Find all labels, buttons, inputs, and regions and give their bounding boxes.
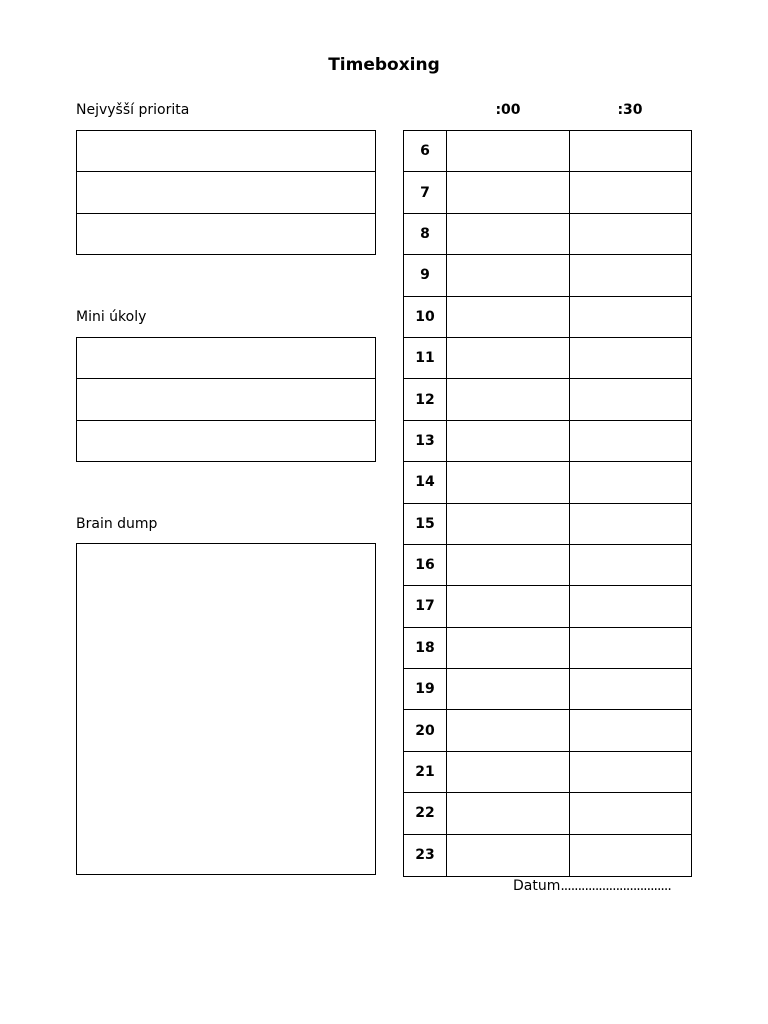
schedule-row	[404, 421, 691, 462]
hour-label: 10	[404, 297, 447, 337]
slot-30[interactable]	[570, 752, 691, 792]
schedule-row	[404, 379, 691, 420]
column-header-00: :00	[495, 102, 521, 118]
slot-30[interactable]	[570, 710, 691, 750]
slot-00[interactable]	[447, 131, 570, 171]
slot-00[interactable]	[447, 628, 570, 668]
schedule-row	[404, 214, 691, 255]
slot-00[interactable]	[447, 545, 570, 585]
mini-task-line-3[interactable]	[77, 421, 375, 462]
slot-30[interactable]	[570, 214, 691, 254]
mini-tasks-label: Mini úkoly	[76, 309, 147, 325]
slot-00[interactable]	[447, 586, 570, 626]
schedule-row	[404, 586, 691, 627]
hour-label: 12	[404, 379, 447, 419]
slot-00[interactable]	[447, 172, 570, 212]
schedule-row	[404, 255, 691, 296]
slot-00[interactable]	[447, 793, 570, 833]
hour-label: 11	[404, 338, 447, 378]
slot-00[interactable]	[447, 421, 570, 461]
hour-label: 8	[404, 214, 447, 254]
slot-00[interactable]	[447, 462, 570, 502]
hour-label: 17	[404, 586, 447, 626]
mini-task-line-1[interactable]	[77, 338, 375, 379]
schedule-row	[404, 835, 691, 876]
schedule-row	[404, 545, 691, 586]
slot-00[interactable]	[447, 669, 570, 709]
slot-00[interactable]	[447, 379, 570, 419]
schedule-row	[404, 504, 691, 545]
slot-30[interactable]	[570, 172, 691, 212]
priority-line-1[interactable]	[77, 131, 375, 172]
slot-00[interactable]	[447, 835, 570, 876]
schedule-row	[404, 462, 691, 503]
date-dots: ................................	[560, 878, 671, 894]
slot-30[interactable]	[570, 462, 691, 502]
slot-30[interactable]	[570, 255, 691, 295]
slot-30[interactable]	[570, 504, 691, 544]
slot-00[interactable]	[447, 255, 570, 295]
date-field[interactable]	[513, 877, 671, 895]
slot-30[interactable]	[570, 545, 691, 585]
brain-dump-label: Brain dump	[76, 516, 158, 532]
slot-00[interactable]	[447, 710, 570, 750]
hour-label: 7	[404, 172, 447, 212]
slot-30[interactable]	[570, 338, 691, 378]
hour-label: 22	[404, 793, 447, 833]
slot-00[interactable]	[447, 752, 570, 792]
schedule-row	[404, 297, 691, 338]
slot-30[interactable]	[570, 297, 691, 337]
hour-label: 13	[404, 421, 447, 461]
slot-30[interactable]	[570, 628, 691, 668]
slot-30[interactable]	[570, 793, 691, 833]
schedule-grid	[403, 130, 692, 877]
slot-00[interactable]	[447, 297, 570, 337]
hour-label: 18	[404, 628, 447, 668]
slot-30[interactable]	[570, 379, 691, 419]
hour-label: 14	[404, 462, 447, 502]
mini-tasks-box	[76, 337, 376, 462]
slot-00[interactable]	[447, 338, 570, 378]
hour-label: 19	[404, 669, 447, 709]
hour-label: 23	[404, 835, 447, 876]
priority-label: Nejvyšší priorita	[76, 102, 190, 118]
slot-00[interactable]	[447, 504, 570, 544]
slot-30[interactable]	[570, 421, 691, 461]
hour-label: 9	[404, 255, 447, 295]
hour-label: 15	[404, 504, 447, 544]
slot-30[interactable]	[570, 669, 691, 709]
priority-box	[76, 130, 376, 255]
hour-label: 6	[404, 131, 447, 171]
brain-dump-box[interactable]	[76, 543, 376, 875]
schedule-row	[404, 172, 691, 213]
column-header-30: :30	[617, 102, 643, 118]
slot-30[interactable]	[570, 835, 691, 876]
schedule-row	[404, 628, 691, 669]
schedule-row	[404, 669, 691, 710]
schedule-row	[404, 131, 691, 172]
schedule-row	[404, 338, 691, 379]
schedule-row	[404, 710, 691, 751]
hour-label: 16	[404, 545, 447, 585]
hour-label: 21	[404, 752, 447, 792]
mini-task-line-2[interactable]	[77, 379, 375, 420]
schedule-row	[404, 793, 691, 834]
slot-30[interactable]	[570, 131, 691, 171]
page-title: Timeboxing	[328, 55, 440, 75]
schedule-row	[404, 752, 691, 793]
slot-00[interactable]	[447, 214, 570, 254]
date-label: Datum	[513, 878, 561, 894]
slot-30[interactable]	[570, 586, 691, 626]
priority-line-3[interactable]	[77, 214, 375, 255]
hour-label: 20	[404, 710, 447, 750]
priority-line-2[interactable]	[77, 172, 375, 213]
